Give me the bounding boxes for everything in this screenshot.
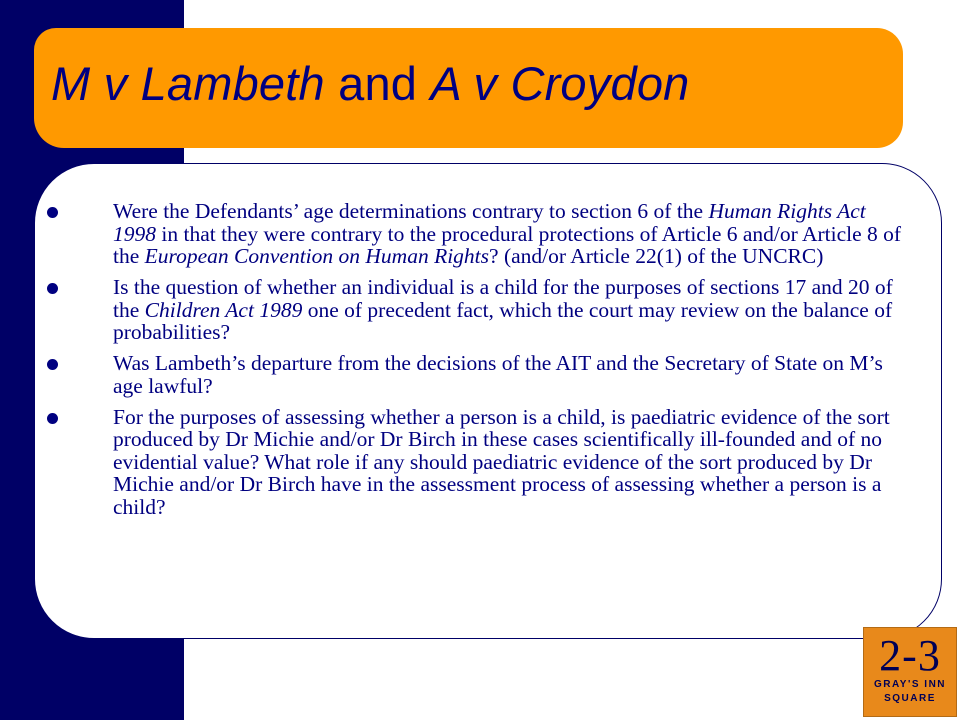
bullet-italic-text: Human Rights Act 1998 <box>113 199 866 246</box>
bullet-italic-text: European Convention on Human Rights <box>144 244 490 268</box>
bullet-dot-icon <box>47 207 58 218</box>
bullet-list <box>113 200 913 527</box>
logo-numeral: 2-3 <box>879 631 941 680</box>
bullet-text: in that they were contrary to the procedural protections of Article 6 and/or Article 8 of the <box>113 221 902 268</box>
content-box <box>34 163 942 639</box>
bullet-item <box>113 276 913 344</box>
bullet-item <box>113 406 913 519</box>
bullet-text: Is the question of whether an individual is a child for the purposes of sections 17 and 20 of the <box>113 275 893 322</box>
bullet-dot-icon <box>47 359 58 370</box>
logo-line-1: GRAY'S INN <box>873 679 947 690</box>
title-bar <box>34 28 903 148</box>
bullet-text: ? (and/or Article 22(1) of the UNCRC) <box>489 244 824 268</box>
chambers-logo <box>863 627 957 717</box>
bullet-dot-icon <box>47 413 58 424</box>
slide-title <box>51 56 690 111</box>
title-case-1: M v Lambeth <box>51 56 325 110</box>
title-case-2: A v Croydon <box>430 56 690 110</box>
title-connector: and <box>324 56 431 110</box>
bullet-item <box>113 200 913 268</box>
bullet-text: one of precedent fact, which the court may review on the balance of probabilities? <box>113 297 893 344</box>
logo-line-2: SQUARE <box>884 693 936 704</box>
bullet-text: Were the Defendants’ age determinations contrary to section 6 of the <box>113 199 709 223</box>
bullet-item <box>113 352 913 397</box>
bullet-text: For the purposes of assessing whether a person is a child, is paediatric evidence of the sort produced by Dr Michie and/or Dr Birch in these cases scientifically ill-founded and of no evidential value? What role if any should paediatric evidence of the sort produced by Dr Michie and/or Dr Birch have in the assessment process of assessing whether a person is a child? <box>113 404 890 519</box>
bullet-dot-icon <box>47 283 58 294</box>
bullet-italic-text: Children Act 1989 <box>144 297 303 322</box>
bullet-text: Was Lambeth’s departure from the decisions of the AIT and the Secretary of State on M’s age lawful? <box>113 351 883 398</box>
